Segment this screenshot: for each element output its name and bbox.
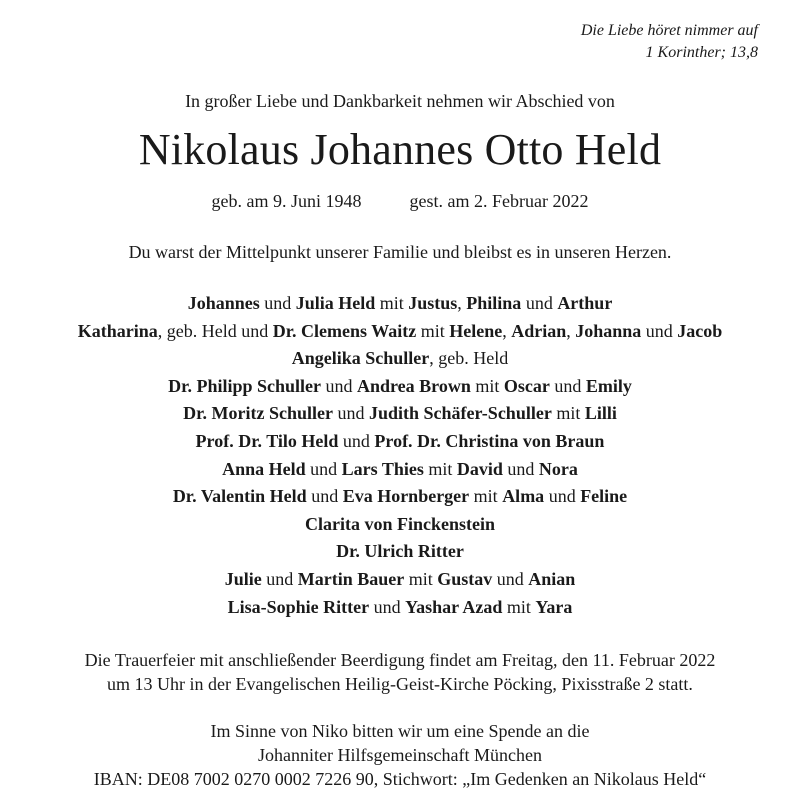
mourner-name: Dr. Valentin Held bbox=[172, 486, 307, 507]
mourner-name: Anian bbox=[528, 568, 576, 589]
mourner-connector: und bbox=[492, 568, 529, 589]
mourner-name: Eva Hornberger bbox=[342, 486, 470, 507]
mourner-name: Anna Held bbox=[222, 458, 306, 479]
mourner-name: Jacob bbox=[677, 320, 723, 341]
mourner-line bbox=[0, 456, 800, 484]
mourner-connector: und bbox=[544, 486, 581, 507]
mourner-connector: und bbox=[305, 458, 342, 479]
mourner-connector: , geb. Held bbox=[429, 348, 509, 369]
mourner-name: Lars Thies bbox=[341, 458, 424, 479]
mourner-name: Julie bbox=[224, 568, 262, 589]
mourner-line bbox=[0, 483, 800, 511]
mourner-name: Helene bbox=[449, 320, 503, 341]
donation-request: Im Sinne von Niko bitten wir um eine Spende an die bbox=[210, 721, 590, 741]
mourner-name: Oscar bbox=[503, 375, 550, 396]
mourner-line bbox=[0, 345, 800, 373]
life-dates bbox=[0, 189, 800, 213]
mourner-line bbox=[0, 566, 800, 594]
mourner-connector: mit bbox=[470, 375, 504, 396]
mourner-name: Yashar Azad bbox=[405, 596, 503, 617]
mourner-name: David bbox=[456, 458, 503, 479]
mourner-name: Dr. Philipp Schuller bbox=[168, 375, 321, 396]
mourner-line bbox=[0, 511, 800, 539]
mourner-connector: , bbox=[566, 320, 576, 341]
mourner-name: Julia Held bbox=[295, 293, 376, 313]
mourner-name: Prof. Dr. Tilo Held bbox=[195, 430, 339, 451]
death-date: gest. am 2. Februar 2022 bbox=[409, 191, 589, 211]
deceased-name: Nikolaus Johannes Otto Held bbox=[138, 125, 662, 174]
mourner-connector: und bbox=[641, 320, 678, 341]
mourner-name: Adrian bbox=[511, 320, 567, 341]
mourner-connector: und bbox=[521, 293, 558, 313]
mourner-name: Emily bbox=[585, 375, 632, 396]
mourner-line bbox=[0, 428, 800, 456]
mourner-connector: mit bbox=[375, 293, 409, 313]
donation-recipient: Johanniter Hilfsgemeinschaft München bbox=[258, 745, 542, 765]
mourner-name: Arthur bbox=[557, 293, 613, 313]
donation-bank-details: IBAN: DE08 7002 0270 0002 7226 90, Stichwort: „Im Gedenken an Nikolaus Held“ bbox=[93, 769, 707, 789]
mourner-name: Justus bbox=[408, 293, 458, 313]
mourner-connector: , bbox=[457, 293, 467, 313]
mourner-connector: mit bbox=[423, 458, 457, 479]
mourner-line bbox=[0, 594, 800, 622]
mourner-connector: und bbox=[321, 375, 357, 396]
mourner-line bbox=[0, 318, 800, 346]
bible-quote-reference: 1 Korinther; 13,8 bbox=[645, 44, 758, 61]
mourner-connector: und bbox=[502, 458, 539, 479]
mourner-name: Andrea Brown bbox=[357, 375, 471, 396]
mourner-name: Angelika Schuller bbox=[291, 348, 430, 369]
mourner-connector: mit bbox=[551, 403, 585, 424]
mourner-name: Lilli bbox=[584, 403, 617, 424]
mourner-connector: und bbox=[369, 596, 406, 617]
mourner-connector: mit bbox=[404, 568, 438, 589]
mourner-connector: und bbox=[306, 486, 343, 507]
mourner-name: Johannes bbox=[187, 293, 260, 313]
mourner-connector: und bbox=[332, 403, 369, 424]
mourner-line bbox=[0, 538, 800, 566]
mourner-name: Prof. Dr. Christina von Braun bbox=[374, 430, 605, 451]
funeral-info-line: um 13 Uhr in der Evangelischen Heilig-Geist-Kirche Pöcking, Pixisstraße 2 statt. bbox=[107, 674, 693, 694]
mourner-line bbox=[0, 373, 800, 401]
mourner-name: Judith Schäfer-Schuller bbox=[368, 403, 552, 424]
mourner-name: Dr. Ulrich Ritter bbox=[336, 541, 464, 562]
mourner-name: Clarita von Finckenstein bbox=[304, 513, 495, 534]
mourner-connector: , geb. Held und bbox=[157, 320, 273, 341]
mourner-name: Nora bbox=[538, 458, 578, 479]
mourner-connector: mit bbox=[416, 320, 450, 341]
mourner-name: Philina bbox=[466, 293, 522, 313]
mourner-name: Katharina bbox=[77, 320, 158, 341]
mourner-connector: und bbox=[261, 568, 298, 589]
bible-quote-text: Die Liebe höret nimmer auf bbox=[580, 22, 758, 39]
mourner-connector: mit bbox=[502, 596, 536, 617]
mourner-name: Feline bbox=[580, 486, 628, 507]
mourner-connector: und bbox=[259, 293, 296, 313]
mourner-connector: und bbox=[338, 430, 375, 451]
funeral-info bbox=[0, 648, 800, 696]
mourner-connector: und bbox=[549, 375, 586, 396]
mourner-name: Gustav bbox=[437, 568, 493, 589]
intro-text: In großer Liebe und Dankbarkeit nehmen wir Abschied von bbox=[185, 91, 615, 111]
motto-text: Du warst der Mittelpunkt unserer Familie und bleibst es in unseren Herzen. bbox=[128, 242, 672, 262]
mourner-name: Alma bbox=[502, 486, 545, 507]
donation-info bbox=[0, 719, 800, 791]
mourners-list bbox=[0, 290, 800, 621]
mourner-line bbox=[0, 290, 800, 318]
mourner-name: Yara bbox=[535, 596, 573, 617]
mourner-name: Martin Bauer bbox=[297, 568, 405, 589]
mourner-line bbox=[0, 400, 800, 428]
mourner-name: Dr. Clemens Waitz bbox=[272, 320, 417, 341]
mourner-connector: , bbox=[502, 320, 512, 341]
bible-quote bbox=[581, 20, 758, 64]
mourner-connector: mit bbox=[469, 486, 503, 507]
funeral-info-line: Die Trauerfeier mit anschließender Beerdigung findet am Freitag, den 11. Februar 2022 bbox=[84, 650, 716, 670]
birth-date: geb. am 9. Juni 1948 bbox=[211, 191, 362, 211]
mourner-name: Lisa-Sophie Ritter bbox=[227, 596, 370, 617]
mourner-name: Johanna bbox=[575, 320, 642, 341]
mourner-name: Dr. Moritz Schuller bbox=[183, 403, 333, 424]
